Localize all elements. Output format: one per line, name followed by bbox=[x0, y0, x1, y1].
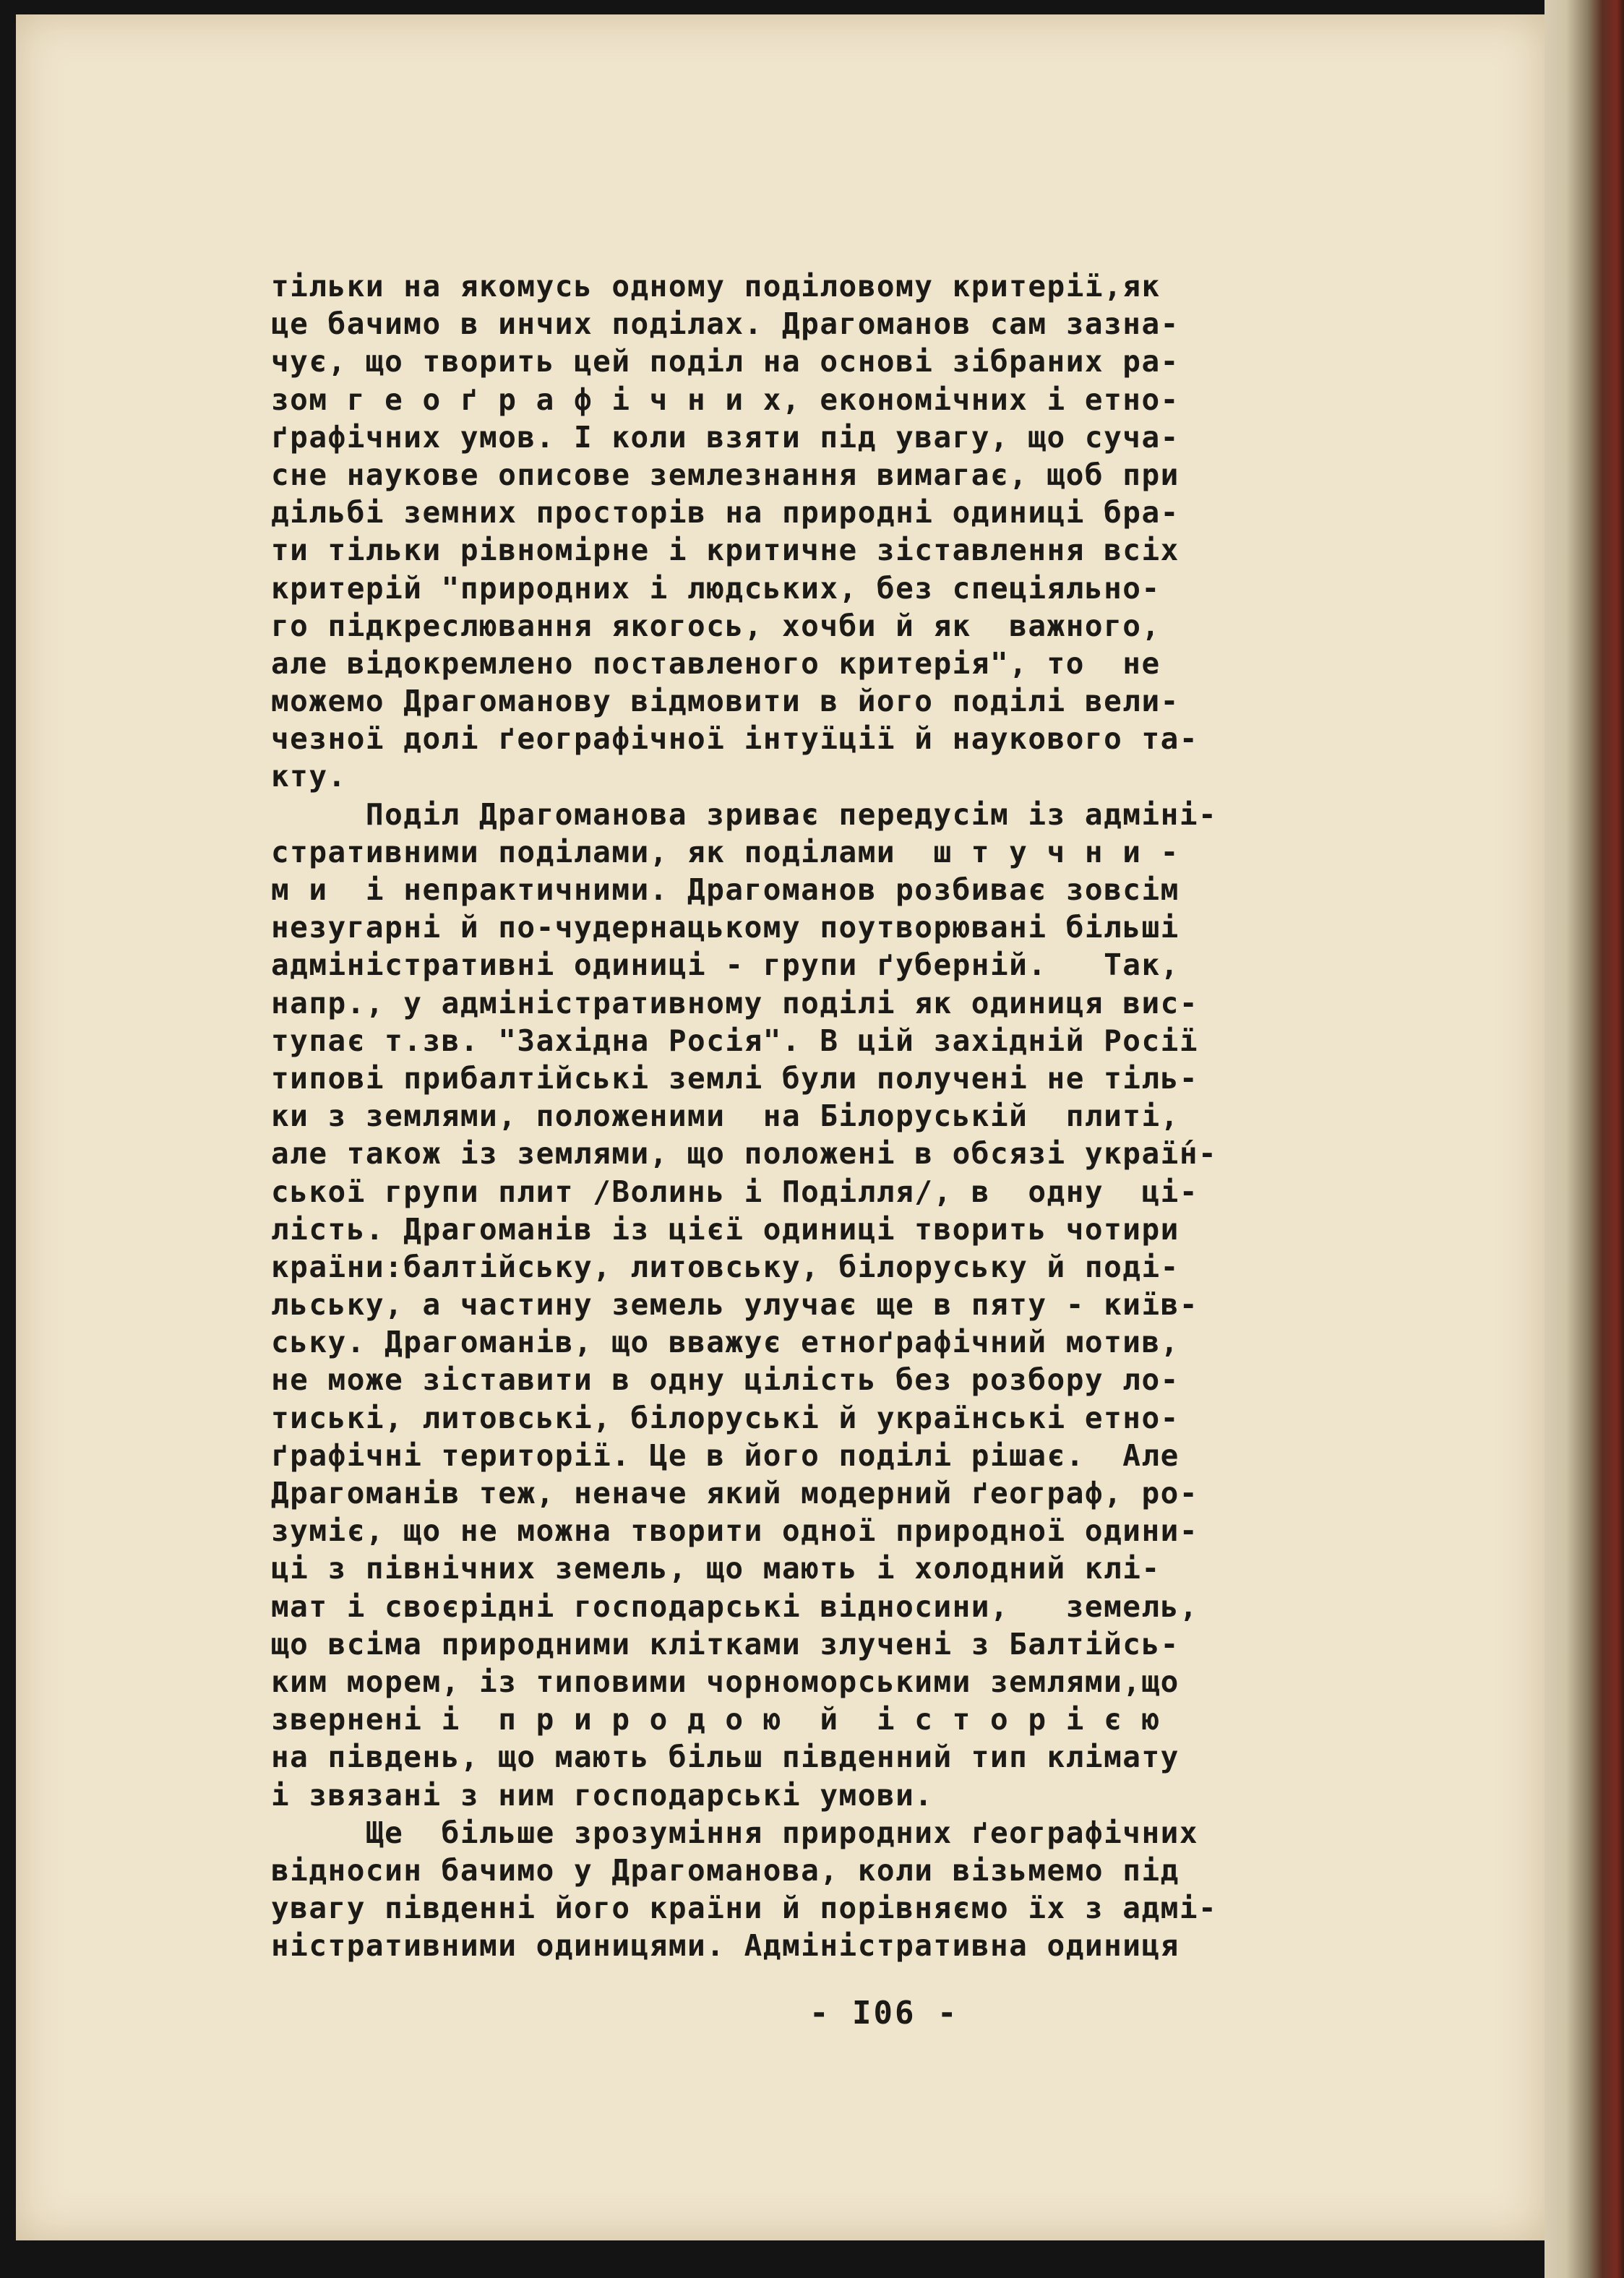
text-line: мат і своєрідні господарські відносини, земель, bbox=[271, 1589, 1199, 1624]
text-line: можемо Драгоманову відмовити в його поділі вели- bbox=[271, 684, 1180, 719]
text-line: кту. bbox=[271, 759, 347, 794]
text-line: ську. Драгоманів, що вважує етноґрафічний мотив, bbox=[271, 1325, 1180, 1360]
text-line: ці з північних земель, що мають і холодний клі- bbox=[271, 1551, 1161, 1586]
text-line: критерій "природних і людських, без спеціяльно- bbox=[271, 570, 1161, 606]
text-line: тільки на якомусь одному поділовому критерії,як bbox=[271, 269, 1161, 304]
text-line: але відокремлено поставленого критерія", то не bbox=[271, 645, 1161, 681]
text-line: ким морем, із типовими чорноморськими землями,що bbox=[271, 1664, 1180, 1699]
text-line: ґрафічні території. Це в його поділі рішає. Але bbox=[271, 1437, 1180, 1473]
text-line: Драгоманів теж, неначе який модерний ґеограф, ро- bbox=[271, 1476, 1199, 1510]
text-line: адміністративні одиниці - групи ґуберній. Так, bbox=[271, 947, 1180, 983]
text-line: і звязані з ним господарські умови. bbox=[271, 1777, 934, 1813]
text-line: дільбі земних просторів на природні одиниці бра- bbox=[271, 495, 1180, 530]
text-line: незугарні й по-чудернацькому поутворювані більші bbox=[271, 910, 1180, 945]
text-line: чезної долі ґеографічної інтуїції й наукового та- bbox=[271, 721, 1199, 757]
text-line: ської групи плит /Волинь і Поділля/, в одну ці- bbox=[271, 1174, 1199, 1209]
text-line: Ще більше зрозуміння природних ґеографічних bbox=[271, 1815, 1199, 1850]
text-line: лість. Драгоманів із цієї одиниці творить чотири bbox=[271, 1211, 1180, 1247]
text-line: ґрафічних умов. І коли взяти під увагу, що суча- bbox=[271, 419, 1180, 455]
text-line: Поділ Драгоманова зриває передусім із адміні- bbox=[271, 796, 1218, 832]
text-line: не може зіставити в одну цілість без розбору ло- bbox=[271, 1362, 1180, 1398]
text-line: типові прибалтійські землі були получені не тіль- bbox=[271, 1060, 1199, 1096]
text-line: це бачимо в инчих поділах. Драгоманов сам зазна- bbox=[271, 306, 1180, 342]
text-line: країни:балтійську, литовську, білоруську й поді- bbox=[271, 1249, 1180, 1284]
text-line: увагу південні його країни й порівняємо їх з адмі- bbox=[271, 1891, 1218, 1926]
text-line: сне наукове описове землезнання вимагає, щоб при bbox=[271, 457, 1180, 492]
text-line: зом г е о ґ р а ф і ч н и х, економічних і етно- bbox=[271, 382, 1180, 417]
text-line: відносин бачимо у Драгоманова, коли візьмемо під bbox=[271, 1852, 1180, 1888]
text-line: чує, що творить цей поділ на основі зібраних ра- bbox=[271, 344, 1180, 379]
body-text bbox=[271, 267, 1485, 1964]
text-line: льську, а частину земель улучає ще в пяту - київ- bbox=[271, 1287, 1199, 1323]
page-number: - I06 - bbox=[809, 1995, 959, 2032]
text-line: звернені і п р и р о д о ю й і с т о р і є ю bbox=[271, 1702, 1161, 1737]
text-line: тупає т.зв. "Західна Росія". В цій західній Росії bbox=[271, 1023, 1199, 1058]
text-line: тиські, литовські, білоруські й українські етно- bbox=[271, 1400, 1180, 1435]
text-line: напр., у адміністративному поділі як одиниця вис- bbox=[271, 985, 1199, 1020]
text-line: але також із землями, що положені в обсязі украї́н- bbox=[271, 1136, 1218, 1172]
text-line: ністративними одиницями. Адміністративна одиниця bbox=[271, 1928, 1180, 1964]
text-line: на південь, що мають більш південний тип клімату bbox=[271, 1740, 1180, 1775]
text-line: зуміє, що не можна творити одної природної одини- bbox=[271, 1513, 1199, 1549]
text-line: го підкреслювання якогось, хочби й як важного, bbox=[271, 608, 1161, 643]
text-line: стративними поділами, як поділами ш т у ч н и - bbox=[271, 834, 1180, 869]
text-line: ти тільки рівномірне і критичне зіставлення всіх bbox=[271, 533, 1180, 568]
book-spine-edge bbox=[1544, 0, 1624, 2278]
text-line: ки з землями, положеними на Білоруській плиті, bbox=[271, 1099, 1180, 1134]
text-line: м и і непрактичними. Драгоманов розбиває зовсім bbox=[271, 872, 1180, 907]
text-line: що всіма природними клітками злучені з Балтійсь- bbox=[271, 1626, 1180, 1662]
